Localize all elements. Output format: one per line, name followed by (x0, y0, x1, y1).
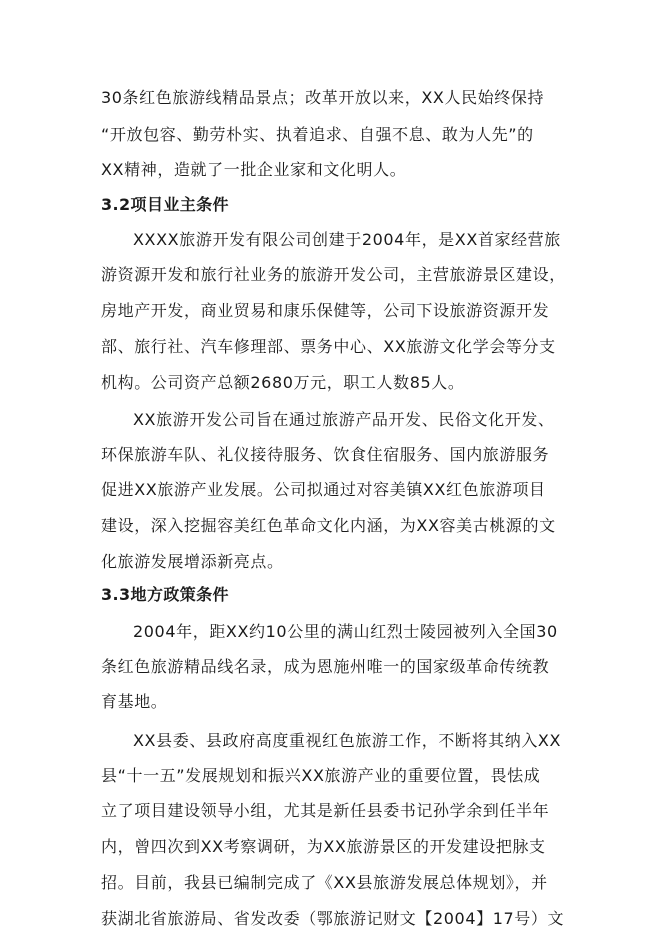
text-line: XX精神，造就了一批企业家和文化明人。 (101, 160, 407, 179)
text-line: 获湖北省旅游局、省发改委（鄂旅游记财文【2004】17号）文 (101, 909, 565, 928)
text-line: 机构。公司资产总额2680万元，职工人数85人。 (101, 373, 465, 392)
text-line: 条红色旅游精品线名录，成为恩施州唯一的国家级革命传统教 (101, 657, 550, 676)
section-heading-3-3: 3.3地方政策条件 (101, 585, 229, 604)
text-line: 环保旅游车队、礼仪接待服务、饮食住宿服务、国内旅游服务 (101, 445, 550, 464)
text-line: 促进XX旅游产业发展。公司拟通过对容美镇XX红色旅游项目 (101, 480, 546, 499)
text-line: 2004年，距XX约10公里的满山红烈士陵园被列入全国30 (133, 622, 558, 641)
text-line: 部、旅行社、汽车修理部、票务中心、XX旅游文化学会等分支 (101, 337, 556, 356)
text-line: 建设，深入挖掘容美红色革命文化内涵，为XX容美古桃源的文 (101, 516, 556, 535)
text-line: XX县委、县政府高度重视红色旅游工作，不断将其纳入XX (133, 731, 562, 750)
text-line: 化旅游发展增添新亮点。 (101, 552, 284, 571)
text-line: 立了项目建设领导小组，尤其是新任县委书记孙学余到任半年 (101, 801, 550, 820)
text-line: 育基地。 (101, 692, 168, 711)
text-line: 招。目前，我县已编制完成了《XX县旅游发展总体规划》，并 (101, 873, 548, 892)
text-line: 30条红色旅游线精品景点；改革开放以来，XX人民始终保持 (101, 88, 545, 107)
text-line: 游资源开发和旅行社业务的旅游开发公司，主营旅游景区建设， (101, 265, 566, 284)
text-line: XX旅游开发公司旨在通过旅游产品开发、民俗文化开发、 (133, 410, 555, 429)
text-line: “开放包容、勤劳朴实、执着追求、自强不息、敢为人先”的 (101, 125, 534, 144)
text-line: 内，曾四次到XX考察调研，为XX旅游景区的开发建设把脉支 (101, 837, 546, 856)
text-line: XXXX旅游开发有限公司创建于2004年，是XX首家经营旅 (133, 230, 561, 249)
section-heading-3-2: 3.2项目业主条件 (101, 195, 229, 214)
text-line: 县“十一五”发展规划和振兴XX旅游产业的重要位置，畏怯成 (101, 766, 541, 785)
text-line: 房地产开发，商业贸易和康乐保健等，公司下设旅游资源开发 (101, 301, 550, 320)
